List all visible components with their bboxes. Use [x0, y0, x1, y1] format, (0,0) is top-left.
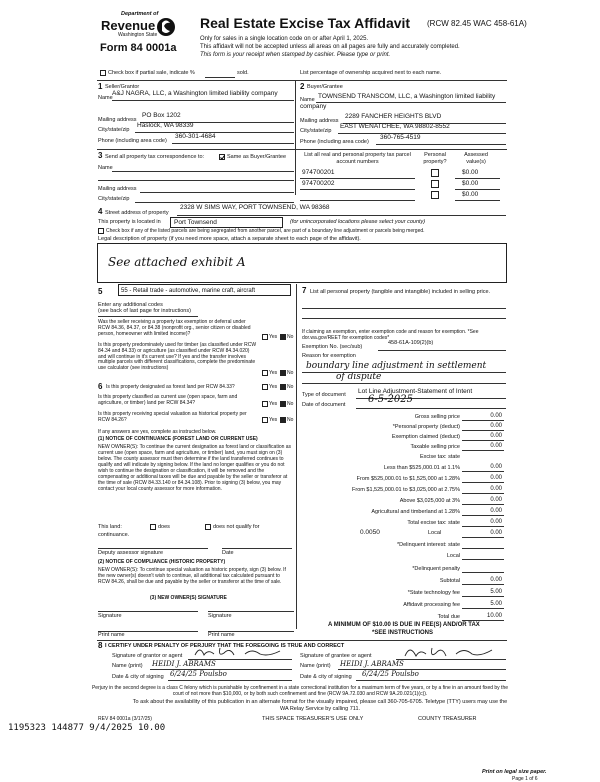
no-label: No: [287, 334, 294, 340]
section-1-number: 1: [98, 82, 103, 91]
corr-name-line[interactable]: [112, 171, 294, 172]
doc-type-label: Type of document: [302, 392, 346, 398]
buyer-mail-label: Mailing address: [300, 118, 339, 124]
section-5-number: 5: [98, 287, 103, 296]
form-title: Real Estate Excise Tax Affidavit: [200, 15, 411, 31]
q-historic-no-checkbox[interactable]: [280, 417, 286, 423]
no-label: No: [287, 417, 294, 423]
exemption-no-value[interactable]: 458-61A-109(2)(b): [388, 340, 434, 346]
certify-text: I CERTIFY UNDER PENALTY OF PERJURY THAT THE FOREGOING IS TRUE AND CORRECT: [105, 643, 345, 649]
legal-paper-note: Print on legal size paper.: [482, 769, 547, 775]
buyer-heading: Buyer/Grantee: [307, 84, 343, 90]
value-line: [462, 596, 504, 597]
doc-type-value[interactable]: Lot Line Adjustment-Statement of Intent: [358, 388, 473, 395]
no-label: No: [287, 401, 294, 407]
bracket-4-label: Above $3,025,000 at 3%: [399, 498, 460, 504]
value-line: [462, 515, 504, 516]
this-land-label: This land:: [98, 524, 122, 530]
q-exemption-yes-checkbox[interactable]: [262, 334, 268, 340]
buyer-name-label: Name: [300, 97, 315, 103]
grantee-name-value[interactable]: HEIDI J. ABRAMS: [340, 660, 404, 668]
treasurer-stamp: 1195323 144877 9/4/2025 10.00: [8, 723, 166, 733]
taxable-price-value[interactable]: 0.00: [490, 443, 502, 449]
local-rate[interactable]: 0.0050: [360, 529, 380, 536]
does-label: does: [158, 524, 170, 530]
buyer-phone-line: [376, 144, 506, 145]
value-line: [462, 572, 504, 573]
q-timber-text: Is this property predominately used for timber (as classified under RCW 84.34 and 84.33) or agriculture (as classified under RCW 84.34.020) and will continue in it's current use? If yes and the transfer involves multiple parcels with different classifications, complete the predominate use calculator (see instructions): [98, 342, 257, 371]
q-exemption-text: Was the seller receiving a property tax exemption or deferral under RCW 84.36, 84.37, or 84.38 (nonprofit org., senior citizen or disabled person, homeowner with limited income)?: [98, 319, 251, 337]
buyer-city-line: [338, 133, 506, 134]
owner-signature-line[interactable]: [208, 611, 294, 612]
total-due-label: Total due: [437, 614, 460, 620]
agricultural-label: Agricultural and timberland at 1.28%: [371, 509, 460, 515]
q-forest-text: Is this property designated as forest land per RCW 84.33?: [106, 384, 235, 390]
grantor-date-value[interactable]: 6/24/25 Poulsbo: [170, 670, 227, 678]
county-treasurer-label: COUNTY TREASURER: [418, 716, 477, 722]
partial-sold-label: sold.: [237, 70, 249, 76]
seller-phone-label: Phone (including area code): [98, 138, 167, 144]
agricultural-value[interactable]: 0.00: [490, 508, 502, 514]
new-owner-sig-title: (3) NEW OWNER(S) SIGNATURE: [150, 595, 227, 601]
corr-mail-line[interactable]: [140, 192, 294, 193]
divider: [97, 640, 507, 641]
see-instructions: *SEE INSTRUCTIONS: [372, 630, 434, 636]
yes-label: Yes: [269, 417, 278, 423]
q-current-use-text: Is this property classified as current use (open space, farm and agriculture, or timber) land per RCW 84.34?: [98, 394, 238, 406]
treasurer-note: THIS SPACE TREASURER'S USE ONLY: [262, 716, 364, 722]
q-current-use-yes-checkbox[interactable]: [262, 401, 268, 407]
revenue-seal-icon: [156, 14, 176, 40]
no-label: No: [287, 384, 294, 390]
value-line: [462, 482, 504, 483]
dept-line1: Department of: [121, 11, 159, 17]
gross-price-label: Gross selling price: [414, 414, 460, 420]
value-line: [462, 440, 504, 441]
value-line: [462, 608, 504, 609]
land-use-select[interactable]: [118, 284, 291, 296]
personal-property-checkbox[interactable]: [431, 191, 439, 199]
parcel-number[interactable]: 974700202: [302, 180, 335, 187]
assessed-col-header: Assessed value(s): [464, 152, 488, 165]
deputy-date-line[interactable]: [222, 548, 292, 549]
notice-line-3: This form is your receipt when stamped by cashier. Please type or print.: [200, 52, 391, 58]
personal-property-checkbox[interactable]: [431, 180, 439, 188]
segregated-label: Check box if any of the listed parcels are being segregated from another parcel, are part of a boundary line adjustment or parcels being merged.: [106, 228, 425, 234]
legal-description-label: Legal description of property (if you need more space, attach a separate sheet to each page of the affidavit).: [98, 236, 361, 242]
reason-label: Reason for exemption: [302, 353, 356, 359]
bracket-4-value[interactable]: 0.00: [490, 497, 502, 503]
exemption-no-line: [378, 350, 506, 351]
street-value[interactable]: 2328 W SIMS WAY, PORT TOWNSEND, WA 98368: [180, 204, 330, 211]
corr-city-label: City/state/zip: [98, 196, 130, 202]
corr-mail-label: Mailing address: [98, 186, 137, 192]
buyer-name-line: [316, 102, 506, 103]
seller-name-value[interactable]: A&J NAGRA, LLC, a Washington limited liability company: [112, 90, 278, 97]
notice-compliance-title: (2) NOTICE OF COMPLIANCE (HISTORIC PROPERTY): [98, 559, 226, 565]
land-use-value: 55 - Retail trade - automotive, marine craft, aircraft: [121, 288, 256, 294]
tech-fee-value[interactable]: 5.00: [490, 589, 502, 595]
additional-codes-line[interactable]: [98, 316, 198, 317]
tech-fee-label: *State technology fee: [407, 590, 460, 596]
notice-line-2: This affidavit will not be accepted unless all areas on all pages are fully and accurately completed.: [200, 44, 460, 50]
parcel-line: [300, 189, 415, 190]
bracket-1-value[interactable]: 0.00: [490, 464, 502, 470]
partial-sale-label: Check box if partial sale, indicate %: [108, 70, 195, 76]
q-exemption-no-checkbox[interactable]: [280, 334, 286, 340]
exemption-no-label: Exemption No. (sec/sub): [302, 344, 363, 350]
street-label: Street address of property: [105, 210, 169, 216]
corr-blank-line[interactable]: [98, 180, 294, 181]
located-label: This property is located in: [98, 219, 161, 225]
assessed-value[interactable]: $0.00: [462, 169, 479, 176]
grantee-sig-label: Signature of grantee or agent: [300, 653, 372, 659]
value-line: [462, 620, 504, 621]
assessed-line: [455, 200, 500, 201]
parcel-number[interactable]: 974700201: [302, 169, 335, 176]
local-value[interactable]: 0.00: [490, 530, 502, 536]
land-does-checkbox[interactable]: [150, 524, 156, 530]
legal-description-handwritten: See attached exhibit A: [108, 255, 246, 269]
value-line: [462, 526, 504, 527]
land-does-not-checkbox[interactable]: [205, 524, 211, 530]
grantor-name-label: Name (print): [112, 663, 143, 669]
bracket-2-value[interactable]: 0.00: [490, 475, 502, 481]
complete-instructions: If any answers are yes, complete as instructed below.: [98, 429, 217, 435]
bracket-1-label: Less than $525,000.01 at 1.1%: [383, 465, 460, 471]
bracket-2-label: From $525,000.01 to $1,525,000 at 1.28%: [356, 476, 460, 482]
seller-city-label: City/state/zip: [98, 127, 130, 133]
seller-phone-line: [172, 143, 294, 144]
perjury-notice: Perjury in the second degree is a class C felony which is punishable by confinement in a state correctional institution for a maximum term of five years, or by a fine in an amount fixed by the court of not more than $10,000, or by both such confinement and fine (RCW 9A.72.030 and RCW 9A.20.021(1)(c)).: [91, 685, 509, 697]
q-timber-no-checkbox[interactable]: [280, 370, 286, 376]
seller-heading: Seller/Grantor: [105, 84, 140, 90]
seller-name-label: Name: [98, 95, 113, 101]
deputy-signature-label: Deputy assessor signature: [98, 550, 164, 556]
reason-handwritten-1[interactable]: boundary line adjustment in settlement: [306, 361, 487, 371]
excise-state-label: Excise tax: state: [419, 454, 460, 460]
same-as-buyer-checkbox[interactable]: [219, 154, 225, 160]
notice-compliance-body: NEW OWNER(S): To continue special valuation as historic property, sign (3) below. If the new owner(s) doesn't wish to continue, all additional tax calculated pursuant to RCW 84.26, shall be due and payable by the seller or transferor at the time of sale.: [98, 567, 286, 585]
reason-line: [302, 383, 506, 384]
personal-deduct-label: *Personal property (deduct): [392, 424, 460, 430]
total-excise-state-value[interactable]: 0.00: [490, 519, 502, 525]
notice-line-1: Only for sales in a single location code on or after April 1, 2025.: [200, 36, 369, 42]
q-historic-yes-checkbox[interactable]: [262, 417, 268, 423]
yes-label: Yes: [269, 384, 278, 390]
no-label: No: [287, 370, 294, 376]
divider: [97, 80, 507, 81]
location-select[interactable]: [170, 217, 283, 228]
grantor-sig-label: Signature of grantor or agent: [112, 653, 183, 659]
total-due-value[interactable]: 10.00: [486, 613, 502, 619]
buyer-city-value[interactable]: EAST WENATCHEE, WA 98802-8552: [340, 123, 450, 130]
partial-sale-checkbox[interactable]: [100, 70, 106, 76]
gross-price-value[interactable]: 0.00: [490, 413, 502, 419]
grantee-signature[interactable]: [400, 644, 500, 660]
taxable-price-label: Taxable selling price: [410, 444, 460, 450]
grantee-date-line: [356, 680, 506, 681]
buyer-city-label: City/state/zip: [300, 128, 332, 134]
buyer-phone-label: Phone (including area code): [300, 139, 369, 145]
section-4-number: 4: [98, 207, 103, 216]
corr-name-label: Name: [98, 165, 113, 171]
delinquent-interest-label: *Delinquent interest: state: [397, 542, 460, 548]
section-6-number: 6: [98, 382, 103, 391]
value-line: [462, 559, 504, 560]
grantee-date-value[interactable]: 6/24/25 Poulsbo: [362, 670, 419, 678]
seller-phone-value[interactable]: 360-301-4684: [175, 133, 216, 140]
continuance-label: continuance.: [98, 532, 130, 538]
owner-signature-line[interactable]: [98, 611, 198, 612]
seller-city-value[interactable]: Haslock, WA 98339: [137, 122, 194, 129]
section-8-number: 8: [98, 641, 103, 650]
yes-label: Yes: [269, 370, 278, 376]
personal-property-line[interactable]: [302, 308, 506, 309]
divider: [296, 284, 297, 629]
seller-mail-value[interactable]: PO Box 1202: [142, 112, 181, 119]
divider: [295, 80, 296, 195]
grantee-name-label: Name (print): [300, 663, 331, 669]
assessed-line: [455, 189, 500, 190]
bracket-3-value[interactable]: 0.00: [490, 486, 502, 492]
doc-date-line: [356, 408, 506, 409]
accessibility-notice: To ask about the availability of this publication in an alternate format for the visually impaired, please call 360-705-6705. Teletype (TTY) users may use the WA Relay Service by calling 711.: [132, 699, 508, 712]
affidavit-fee-value[interactable]: 5.00: [490, 601, 502, 607]
yes-label: Yes: [269, 401, 278, 407]
q-forest-yes-checkbox[interactable]: [262, 384, 268, 390]
q-current-use-no-checkbox[interactable]: [280, 401, 286, 407]
assessed-value[interactable]: $0.00: [462, 180, 479, 187]
section-2-number: 2: [300, 82, 305, 91]
owner-print-label: Print name: [208, 632, 235, 638]
q-timber-yes-checkbox[interactable]: [262, 370, 268, 376]
exemption-deduct-value[interactable]: 0.00: [490, 433, 502, 439]
grantor-date-label: Date & city of signing: [112, 674, 164, 680]
deputy-date-label: Date: [222, 550, 234, 556]
buyer-name-value-1[interactable]: TOWNSEND TRANSCOM, LLC, a Washington limited liability: [318, 93, 496, 100]
personal-property-checkbox[interactable]: [431, 169, 439, 177]
subtotal-value[interactable]: 0.00: [490, 577, 502, 583]
parcel-line: [300, 200, 415, 201]
location-note: (for unincorporated locations please select your county): [290, 219, 426, 225]
section-7-number: 7: [302, 286, 307, 295]
q-historic-text: Is this property receiving special valuation as historical property per RCW 84.26?: [98, 411, 247, 423]
notice-continuance-body: NEW OWNER(S): To continue the current designation as forest land or classification as current use (open space, farm and agriculture, or timber) land, you must sign on (3) below. The county assessor must then determine if the land transferred continues to qualify and will indicate by signing below. If the land no longer qualifies or you do not wish to continue the designation or classification, it will be removed and the compensating or additional taxes will be due and payable by the seller or transferor at the time of sale (RCW 84.33.140 or 84.34.108). Prior to signing (3) below, you may contact your local county assessor for more information.: [98, 444, 292, 492]
buyer-mail-value[interactable]: 2289 FANCHER HEIGHTS BLVD: [345, 113, 442, 120]
doc-date-label: Date of document: [302, 402, 346, 408]
additional-codes-label: Enter any additional codes: [98, 302, 163, 308]
bracket-3-label: From $1,525,000.01 to $3,025,000 at 2.75%: [352, 487, 460, 493]
exemption-intro: If claiming an exemption, enter exemption code and reason for exemption. *See dor.wa.gov/REET for exemption codes*: [302, 329, 479, 341]
owner-print-label: Print name: [98, 632, 125, 638]
value-line: [462, 548, 504, 549]
grantee-date-label: Date & city of signing: [300, 674, 352, 680]
divider: [97, 149, 507, 150]
owner-signature-label: Signature: [208, 613, 232, 619]
seller-name-line: [112, 100, 294, 101]
correspondence-heading: Send all property tax correspondence to:: [105, 154, 205, 160]
personal-deduct-value[interactable]: 0.00: [490, 423, 502, 429]
buyer-name-value-2[interactable]: company: [300, 103, 327, 110]
form-number: Form 84 0001a: [100, 42, 177, 54]
value-line: [462, 584, 504, 585]
personal-property-line[interactable]: [302, 318, 506, 319]
grantor-name-value[interactable]: HEIDI J. ABRAMS: [152, 660, 216, 668]
value-line: [462, 471, 504, 472]
local-label: Local: [428, 530, 442, 536]
parcels-col-header: List all real and personal property tax parcel account numbers: [304, 152, 411, 165]
page-number: Page 1 of 6: [512, 776, 538, 782]
grantor-date-line: [168, 680, 292, 681]
dept-line2: Revenue: [101, 18, 156, 33]
exemption-deduct-label: Exemption claimed (deduct): [391, 434, 460, 440]
minimum-notice: A MINIMUM OF $10.00 IS DUE IN FEE(S) AND/OR TAX: [328, 622, 480, 628]
assessed-value[interactable]: $0.00: [462, 191, 479, 198]
value-line: [462, 430, 504, 431]
yes-label: Yes: [269, 334, 278, 340]
parcel-line: [300, 178, 415, 179]
see-back-note: (see back of last page for instructions): [98, 308, 191, 314]
section-3-number: 3: [98, 151, 103, 160]
doc-date-value[interactable]: 6-5-2025: [368, 394, 413, 405]
partial-percent-line[interactable]: [205, 77, 235, 78]
corr-city-line[interactable]: [135, 202, 294, 203]
value-line: [462, 450, 504, 451]
value-line: [462, 420, 504, 421]
location-value: Port Townsend: [174, 219, 217, 226]
grantee-sig-line: [396, 659, 506, 660]
q-forest-no-checkbox[interactable]: [280, 384, 286, 390]
street-line: [177, 215, 506, 216]
code-ref: (RCW 82.45 WAC 458-61A): [427, 19, 527, 28]
total-excise-state-label: Total excise tax: state: [407, 520, 460, 526]
ownership-note: List percentage of ownership acquired next to each name.: [300, 70, 442, 76]
notice-continuance-title: (1) NOTICE OF CONTINUANCE (FOREST LAND OR CURRENT USE): [98, 436, 258, 442]
legal-description-box[interactable]: [97, 243, 507, 283]
seller-mail-label: Mailing address: [98, 117, 137, 123]
value-line: [462, 537, 504, 538]
buyer-phone-value[interactable]: 360-765-4519: [380, 134, 421, 141]
reason-line: [302, 372, 506, 373]
value-line: [462, 493, 504, 494]
owner-signature-label: Signature: [98, 613, 122, 619]
personal-col-header: Personal property?: [423, 152, 447, 165]
local-2-label: Local: [446, 553, 460, 559]
assessed-line: [455, 178, 500, 179]
reason-handwritten-2[interactable]: of dispute: [336, 372, 382, 382]
revision-label: REV 84 0001a (3/17/25): [98, 716, 152, 722]
deputy-signature-line[interactable]: [98, 548, 208, 549]
grantor-signature[interactable]: [190, 645, 290, 659]
subtotal-label: Subtotal: [439, 578, 460, 584]
segregated-checkbox[interactable]: [98, 228, 104, 234]
affidavit-fee-label: Affidavit processing fee: [403, 602, 460, 608]
value-line: [462, 504, 504, 505]
dept-line3: Washington State: [118, 32, 158, 38]
personal-property-heading: List all personal property (tangible and intangible) included in selling price.: [310, 289, 491, 295]
delinquent-penalty-label: *Delinquent penalty: [412, 566, 460, 572]
same-as-buyer-label: Same as Buyer/Grantee: [227, 154, 287, 160]
does-not-label: does not qualify for: [213, 524, 260, 530]
